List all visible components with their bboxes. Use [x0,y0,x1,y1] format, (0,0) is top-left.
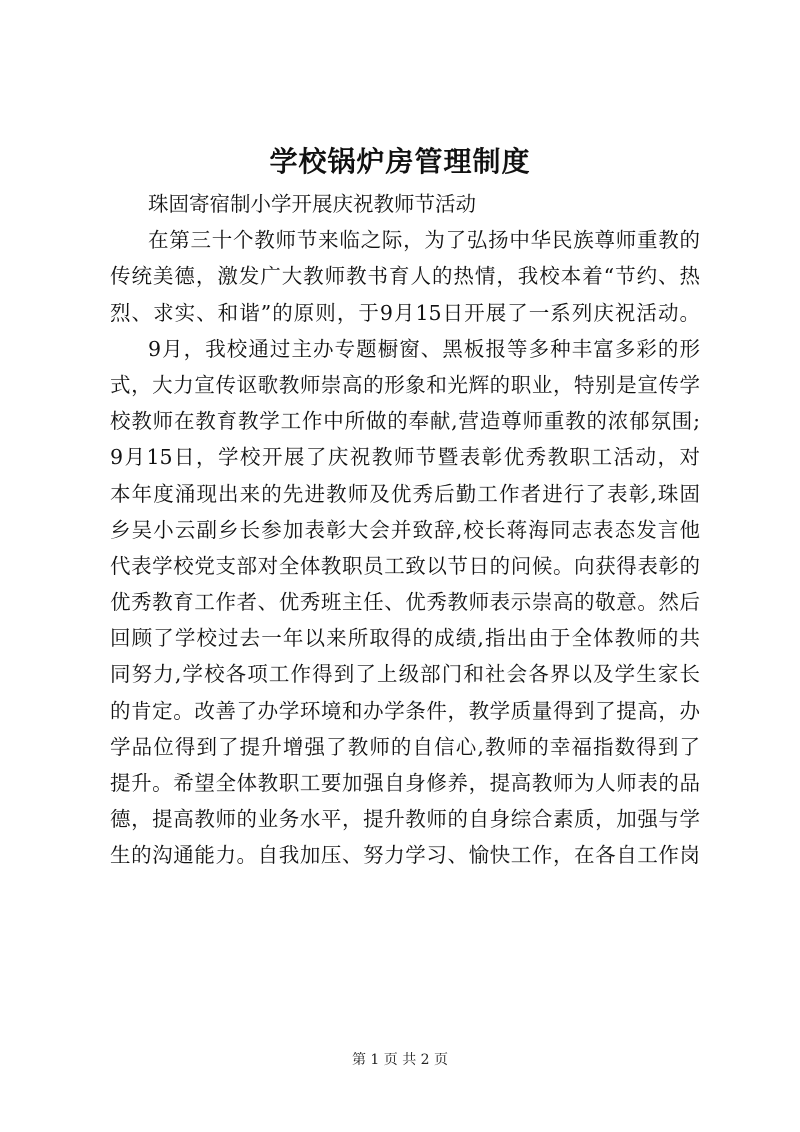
page-footer: 第 1 页 共 2 页 [351,1052,449,1068]
paragraph-line: 生的沟通能力。自我加压、努力学习、愉快工作，在各自工作岗 [110,843,700,868]
paragraph-line: 代表学校党支部对全体教职员工致以节日的问候。向获得表彰的 [110,553,700,578]
paragraph-line: 乡吴小云副乡长参加表彰大会并致辞,校长蒋海同志表态发言他 [110,517,700,542]
paragraph-line: 同努力,学校各项工作得到了上级部门和社会各界以及学生家长 [110,662,700,687]
paragraph-line: 传统美德，激发广大教师教书育人的热情，我校本着“节约、热 [110,264,700,289]
paragraph-line: 珠固寄宿制小学开展庆祝教师节活动 [148,192,476,216]
paragraph-line: 烈、求实、和谐”的原则，于9月15日开展了一系列庆祝活动。 [110,300,700,325]
paragraph-line: 学品位得到了提升增强了教师的自信心,教师的幸福指数得到了 [110,734,700,759]
document-title: 学校锅炉房管理制度 [269,145,531,178]
document-body [110,186,700,874]
paragraph-line: 回顾了学校过去一年以来所取得的成绩,指出由于全体教师的共 [110,626,700,651]
paragraph-line: 9月，我校通过主办专题橱窗、黑板报等多种丰富多彩的形 [148,336,700,361]
paragraph-line: 的肯定。改善了办学环境和办学条件，教学质量得到了提高，办 [110,698,700,723]
paragraph-line: 在第三十个教师节来临之际，为了弘扬中华民族尊师重教的 [148,228,700,253]
paragraph-line: 校教师在教育教学工作中所做的奉献,营造尊师重教的浓郁氛围; [110,409,700,434]
paragraph-line: 德，提高教师的业务水平，提升教师的自身综合素质，加强与学 [110,807,700,832]
paragraph-line: 式，大力宣传讴歌教师崇高的形象和光辉的职业，特别是宣传学 [110,372,700,397]
paragraph-line: 9月15日，学校开展了庆祝教师节暨表彰优秀教职工活动，对 [110,445,700,470]
paragraph-line: 本年度涌现出来的先进教师及优秀后勤工作者进行了表彰,珠固 [110,481,700,506]
paragraph-line: 优秀教育工作者、优秀班主任、优秀教师表示崇高的敬意。然后 [110,590,700,615]
paragraph-line: 提升。希望全体教职工要加强自身修养，提高教师为人师表的品 [110,771,700,795]
